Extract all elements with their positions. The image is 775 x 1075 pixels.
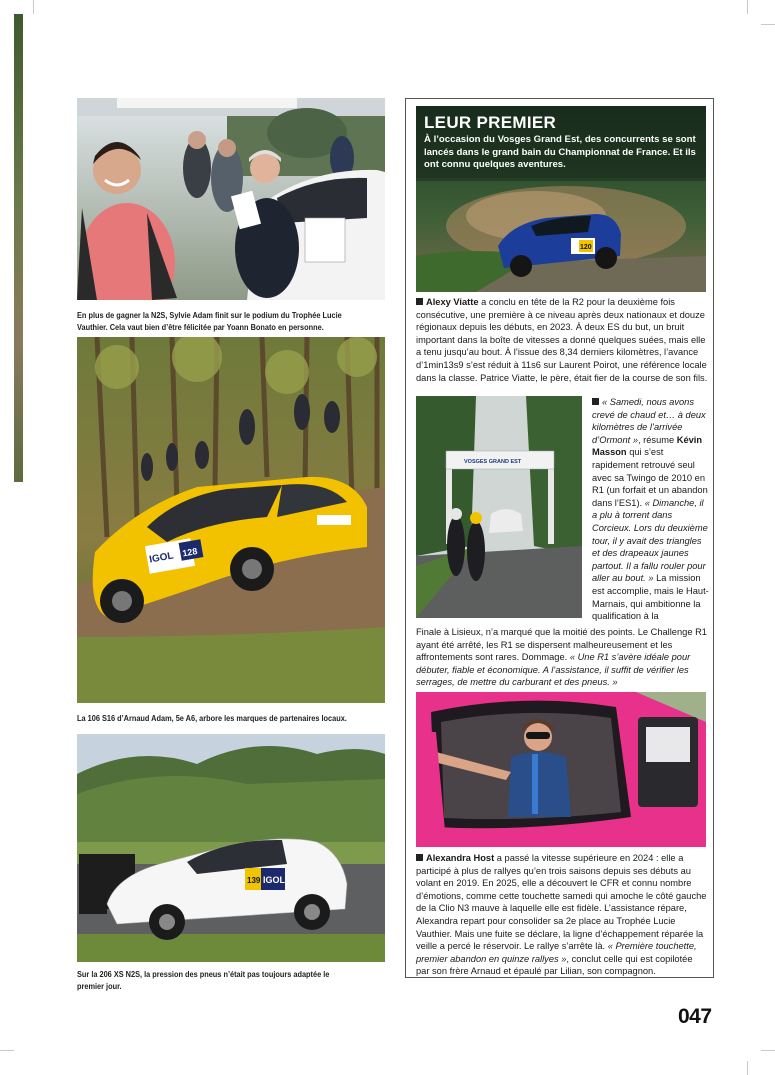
photo-pink-clio-driver	[416, 692, 706, 847]
quote-text: « Première touchette, premier abandon en quinze rallyes »	[416, 941, 697, 964]
quote-text: « Dimanche, il a plu à torrent dans Corcieux. Lors du deuxième tour, il y avait des triangles et des drapeaux jaunes partout. Il a fallu rouler pour aller au bout. »	[592, 497, 708, 584]
crop-mark	[747, 0, 748, 14]
crop-mark	[0, 1050, 14, 1051]
hero-photo-blue-car	[416, 106, 706, 292]
crop-mark	[761, 1050, 775, 1051]
caption-yellow-106: La 106 S16 d’Arnaud Adam, 5e A6, arbore les marques de partenaires locaux.	[77, 714, 347, 723]
crop-mark	[761, 24, 775, 25]
paragraph-text: , conclut celle qui est copilotée par son frère Arnaud et épaulé par Lilian, son compagnon.	[416, 953, 693, 977]
photo-white-206	[77, 734, 385, 962]
paragraph-alexandra-host	[416, 852, 708, 978]
crop-mark	[33, 0, 34, 14]
bullet-square	[416, 854, 423, 861]
paragraph-alexy-viatte	[416, 296, 708, 384]
section-title: LEUR PREMIER	[424, 113, 557, 132]
paragraph-kevin-masson	[592, 396, 710, 623]
paragraph-text: La mission est accomplie, mais le Haut-Marnais, qui ambitionne la qualification à la	[592, 573, 709, 622]
car-number: 120	[580, 244, 592, 251]
section-intro: À l’occasion du Vosges Grand Est, des concurrents se sont lancés dans le grand bain du Championnat de France. Et ils ont connu quelques aventures.	[424, 134, 696, 171]
paragraph-text: Finale à Lisieux, n’a marqué que la moitié des points. Le Challenge R1 ayant été arrêté, les R1 se dispersent malheureusement et les affrontements sont rares. Dommage.	[416, 627, 707, 663]
crop-mark	[747, 1061, 748, 1075]
photo-podium-celebration	[77, 98, 385, 300]
arch-banner-text: VOSGES GRAND EST	[464, 459, 522, 465]
car-number: 139	[247, 876, 261, 885]
photo-yellow-106	[77, 337, 385, 703]
paragraph-kevin-masson-cont	[416, 626, 708, 689]
paragraph-text: , résume	[638, 434, 677, 445]
paragraph-text: a passé la vitesse supérieure en 2024 : elle a participé à plus de rallyes qu’en trois saisons depuis ses débuts au volant en 2019. En 2025, elle a découvert le CFR et connu nombre d’émotions, comme cette touchette samedi qui amoche le côté gauche de la Clio N3 mauve à laquelle elle est fidèle. L’assistance répare, Alexandra repart pour consolider sa 2e place au Trophée Lucie Vauthier. Mais une fuite se déclare, la ligne d’échappement réparée la veille a percé le réservoir. Le rallye s’arrête là.	[416, 853, 707, 952]
quote-text: « Une R1 s’avère idéale pour débuter, fiable et économique. A l’assistance, il suffit de vérifier les serrages, de mettre du carburant et des pneus. »	[416, 652, 691, 688]
car-number: 128	[181, 545, 199, 559]
caption-white-206: Sur la 206 XS N2S, la pression des pneus n’était pas toujours adaptée le premier jour.	[77, 970, 330, 991]
page-number: 047	[678, 1005, 712, 1028]
quote-text: « Samedi, nous avons crevé de chaud et… à deux kilomètres de l’arrivée d’Ormont »	[592, 397, 706, 445]
paragraph-text: qui s’est rapidement retrouvé seul avec sa Twingo de 2010 en R1 (un forfait et un abandon dans l’ES1).	[592, 447, 708, 508]
driver-name: Alexy Viatte	[426, 297, 479, 307]
adjacent-page-strip	[14, 14, 23, 482]
car-sticker-brand: IGOL	[263, 875, 285, 885]
caption-podium: En plus de gagner la N2S, Sylvie Adam finit sur le podium du Trophée Lucie Vauthier. Cela vaut bien d’être félicitée par Yoann Bonato en personne.	[77, 311, 342, 332]
driver-name: Alexandra Host	[426, 853, 495, 863]
driver-name: Kévin Masson	[592, 434, 703, 458]
car-sticker-brand: IGOL	[148, 550, 175, 566]
photo-start-arch-rain	[416, 396, 582, 618]
paragraph-text: a conclu en tête de la R2 pour la deuxième fois consécutive, une première à ce niveau après deux nationaux et douze régionaux depuis les débuts, en 2023. À deux ES du but, un bruit important dans la boîte de vitesses a donné quelques suées, mais elle a tenu jusqu’au bout. À l’issue des 8,34 derniers kilomètres, l’avance d’1min13s9 s’est réduit à 11s6 sur Laurent Poirot, une référence locale dans la classe. Patrice Viatte, le père, était fier de la course de son fils.	[416, 297, 708, 383]
bullet-square	[416, 298, 423, 305]
bullet-square	[592, 398, 599, 405]
